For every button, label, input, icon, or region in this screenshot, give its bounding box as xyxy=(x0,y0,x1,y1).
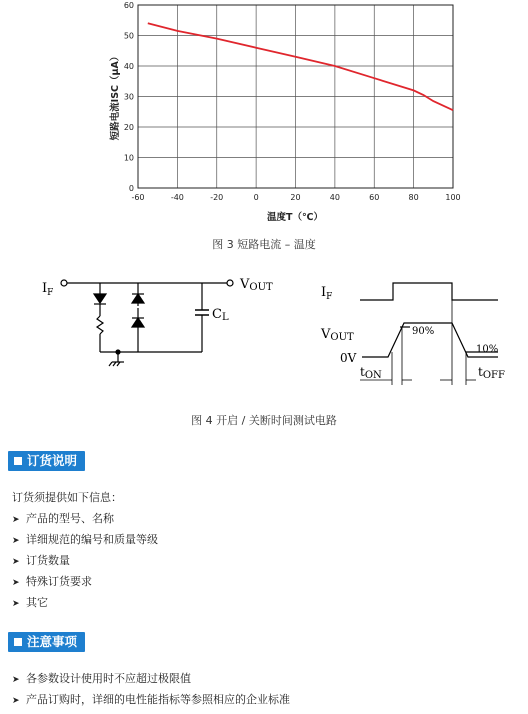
list-item: ➤ 特殊订货要求 xyxy=(12,575,92,588)
chart-x-axis-label: 温度T（℃） xyxy=(267,212,323,223)
y-tick-label: 30 xyxy=(123,92,134,102)
square-icon xyxy=(14,638,22,646)
capacitor-label: CL xyxy=(212,307,229,323)
list-item: ➤ 产品订购时，详细的电性能指标等参照相应的企业标准 xyxy=(12,693,290,706)
arrow-bullet-icon: ➤ xyxy=(12,536,20,546)
t-on-label: tON xyxy=(360,365,382,381)
list-item: ➤ 其它 xyxy=(12,596,48,609)
notes-section-header xyxy=(8,632,85,652)
x-tick-label: 100 xyxy=(445,193,461,202)
list-item: ➤ 订货数量 xyxy=(12,554,70,567)
x-tick-label: 80 xyxy=(408,193,419,202)
waveform-vout-label: VOUT xyxy=(321,327,354,343)
arrow-bullet-icon: ➤ xyxy=(12,557,20,567)
x-tick-label: -60 xyxy=(131,193,145,202)
resistor-icon xyxy=(97,316,103,334)
y-tick-label: 20 xyxy=(123,123,134,132)
figure-3-caption: 图 3 短路电流 – 温度 xyxy=(212,238,316,251)
waveform-if-label: $I_F$ xyxy=(321,285,333,302)
y-tick-label: 40 xyxy=(123,62,134,71)
y-tick-label: 10 xyxy=(123,153,134,163)
pct-90-label: 90% xyxy=(412,326,435,337)
figure-4-caption: 图 4 开启 / 关断时间测试电路 xyxy=(191,414,337,427)
ordering-header-text: 订货说明 xyxy=(27,453,78,468)
arrow-bullet-icon: ➤ xyxy=(12,675,20,685)
y-tick-label: 0 xyxy=(128,184,134,193)
x-tick-label: 0 xyxy=(253,193,259,202)
arrow-bullet-icon: ➤ xyxy=(12,578,20,588)
led-icon xyxy=(94,294,106,303)
square-icon xyxy=(14,457,22,465)
if-pulse-wave xyxy=(360,283,498,300)
output-terminal xyxy=(227,280,233,286)
x-tick-label: 60 xyxy=(369,193,380,202)
photodiode-icon-bottom xyxy=(132,318,144,327)
pct-10-label: 10% xyxy=(476,344,499,355)
list-item: ➤ 各参数设计使用时不应超过极限值 xyxy=(12,672,191,685)
x-tick-label: -40 xyxy=(170,193,184,202)
x-tick-label: 20 xyxy=(290,193,301,202)
input-terminal xyxy=(61,280,67,286)
ordering-section-header xyxy=(8,451,85,471)
list-item: ➤ 产品的型号、名称 xyxy=(12,512,114,525)
chart-ticks xyxy=(124,1,461,202)
arrow-bullet-icon: ➤ xyxy=(12,696,20,706)
x-tick-label: 40 xyxy=(329,193,340,202)
chart-series-line xyxy=(148,23,453,110)
photodiode-icon-top xyxy=(132,294,144,303)
chart-y-axis-label: 短路电流ISC（μA） xyxy=(110,51,121,141)
y-tick-label: 50 xyxy=(123,31,134,41)
output-voltage-label: VOUT xyxy=(240,277,273,293)
arrow-bullet-icon: ➤ xyxy=(12,515,20,525)
ordering-intro: 订货须提供如下信息： xyxy=(12,491,122,504)
test-circuit-diagram xyxy=(0,270,528,400)
notes-header-text: 注意事项 xyxy=(27,634,78,649)
x-tick-label: -20 xyxy=(210,193,224,202)
short-circuit-current-chart xyxy=(0,0,528,230)
list-item: ➤ 详细规范的编号和质量等级 xyxy=(12,533,158,546)
t-off-label: tOFF xyxy=(478,365,505,381)
input-current-label: $I_F$ xyxy=(42,281,54,298)
arrow-bullet-icon: ➤ xyxy=(12,599,20,609)
zero-volt-label: 0V xyxy=(340,351,357,365)
y-tick-label: 60 xyxy=(123,1,134,10)
